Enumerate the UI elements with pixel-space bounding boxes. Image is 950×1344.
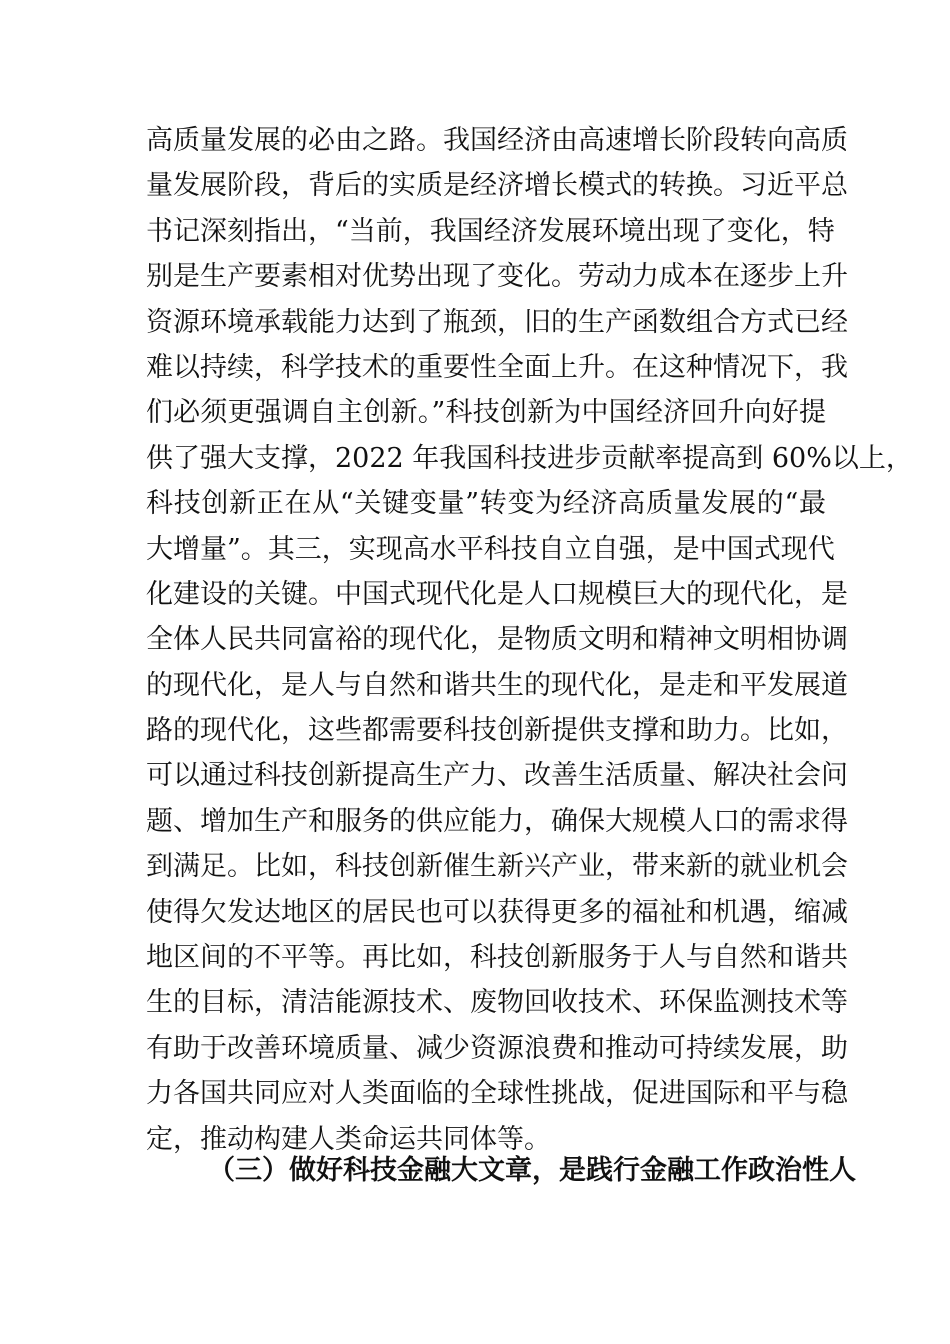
text-line: 的现代化，是人与自然和谐共生的现代化，是走和平发展道 (146, 669, 848, 701)
text-line: 有助于改善环境质量、减少资源浪费和推动可持续发展，助 (146, 1032, 848, 1064)
body-paragraph (146, 118, 913, 1162)
text-line: 化建设的关键。中国式现代化是人口规模巨大的现代化，是 (146, 578, 848, 610)
text-line: 地区间的不平等。再比如，科技创新服务于人与自然和谐共 (146, 942, 848, 974)
text-line: 书记深刻指出，“当前，我国经济发展环境出现了变化，特 (146, 215, 835, 247)
text-line: 大增量”。其三，实现高水平科技自立自强，是中国式现代 (146, 533, 835, 565)
text-line: 力各国共同应对人类面临的全球性挑战，促进国际和平与稳 (146, 1078, 848, 1110)
text-line: 生的目标，清洁能源技术、废物回收技术、环保监测技术等 (146, 987, 848, 1019)
text-line: 别是生产要素相对优势出现了变化。劳动力成本在逐步上升 (146, 261, 848, 293)
text-line: 全体人民共同富裕的现代化，是物质文明和精神文明相协调 (146, 624, 848, 656)
text-line: 使得欠发达地区的居民也可以获得更多的福祉和机遇，缩减 (146, 896, 848, 928)
text-line: 高质量发展的必由之路。我国经济由高速增长阶段转向高质 (146, 125, 848, 156)
text-line: 量发展阶段，背后的实质是经济增长模式的转换。习近平总 (146, 170, 848, 202)
section-heading: （三）做好科技金融大文章，是践行金融工作政治性人 (208, 1155, 856, 1186)
text-line: 路的现代化，这些都需要科技创新提供支撑和助力。比如， (146, 715, 848, 747)
text-line: 供了强大支撑，2022 年我国科技进步贡献率提高到 60%以上， (146, 442, 913, 474)
text-line: 可以通过科技创新提高生产力、改善生活质量、解决社会问 (146, 760, 848, 792)
text-line: 题、增加生产和服务的供应能力，确保大规模人口的需求得 (146, 805, 848, 837)
text-line: 到满足。比如，科技创新催生新兴产业，带来新的就业机会 (146, 851, 848, 883)
text-line: 定，推动构建人类命运共同体等。 (146, 1123, 551, 1155)
text-line: 资源环境承载能力达到了瓶颈，旧的生产函数组合方式已经 (146, 306, 848, 338)
text-line: 们必须更强调自主创新。”科技创新为中国经济回升向好提 (146, 397, 826, 429)
text-line: 难以持续，科学技术的重要性全面上升。在这种情况下，我 (146, 351, 848, 383)
text-line: 科技创新正在从“关键变量”转变为经济高质量发展的“最 (146, 488, 826, 520)
